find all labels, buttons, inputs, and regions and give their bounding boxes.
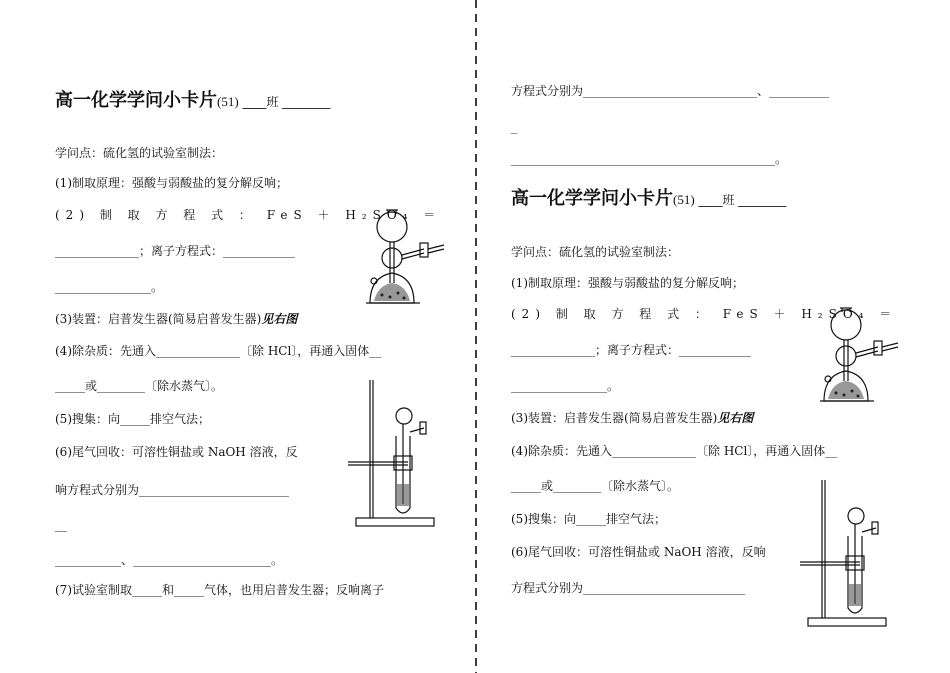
apparatus-line [511,411,753,425]
equation-line: (2) 制 取 方 程 式 ： FeS ＋ H₂SO₄ ＝ [511,307,898,321]
card-number: (51) [673,192,695,207]
ionic-equation-line: ______________；离子方程式：____________ [55,244,296,258]
tail-gas-equation-line-2: __ [55,518,67,532]
apparatus-see-figure: 见右图 [261,312,298,326]
principle-line: (1)制取原理：强酸与弱酸盐的复分解反响； [511,276,744,290]
apparatus-text: (3)装置：启普发生器(简易启普发生器) [55,312,262,326]
continued-equation-line-3: ____________________________________________。 [511,152,788,166]
tail-gas-equation-line-3: ___________、_______________________。 [55,553,284,567]
apparatus-text: (3)装置：启普发生器(简易启普发生器) [511,411,718,425]
topic-line: 学问点：硫化氢的试验室制法： [55,146,224,160]
card-title [511,188,786,211]
collection-line: (5)搜集：向_____排空气法； [55,412,210,426]
impurity-line-2: _____或________〔除水蒸气〕。 [55,379,224,393]
ionic-equation-line: ______________；离子方程式：____________ [511,343,752,357]
continued-equation-line: 方程式分别为_____________________________、__________ [511,84,830,98]
cut-line-divider [474,0,478,673]
kipp-apparatus-figure [362,205,448,307]
card-number: (51) [217,94,239,109]
class-name-blank: ____班 ________ [694,193,787,207]
card-title-text: 高一化学学问小卡片 [511,188,673,209]
card-title-text: 高一化学学问小卡片 [55,90,217,111]
other-gases-line: (7)试验室制取_____和_____气体，也用启普发生器；反响离子 [55,583,384,597]
class-name-blank: ____班 ________ [238,95,331,109]
card-title [55,90,330,113]
topic-line: 学问点：硫化氢的试验室制法： [511,245,680,259]
impurity-line: (4)除杂质：先通入______________〔除 HCl〕，再通入固体__ [55,344,382,358]
simple-kipp-generator-figure [346,376,442,528]
tail-gas-line: (6)尾气回收：可溶性铜盐或 NaOH 溶液，反响 [511,545,766,559]
impurity-line-2: _____或________〔除水蒸气〕。 [511,479,680,493]
collection-line: (5)搜集：向_____排空气法； [511,512,666,526]
apparatus-see-figure: 见右图 [717,411,754,425]
equation-line: (2) 制 取 方 程 式 ： FeS ＋ H₂SO₄ ＝ [55,208,442,222]
tail-gas-line: (6)尾气回收：可溶性铜盐或 NaOH 溶液，反 [55,445,298,459]
equation-end-line: ________________。 [511,379,620,393]
kipp-apparatus-figure [816,303,902,405]
tail-gas-equation-line: 响方程式分别为_________________________ [55,483,290,497]
tail-gas-equation-line: 方程式分别为___________________________ [511,581,746,595]
impurity-line: (4)除杂质：先通入______________〔除 HCl〕，再通入固体__ [511,444,838,458]
simple-kipp-generator-figure [798,476,894,628]
continued-equation-line-2: _ [511,120,517,134]
equation-end-line: ________________。 [55,280,164,294]
apparatus-line [55,312,297,326]
principle-line: (1)制取原理：强酸与弱酸盐的复分解反响； [55,176,288,190]
